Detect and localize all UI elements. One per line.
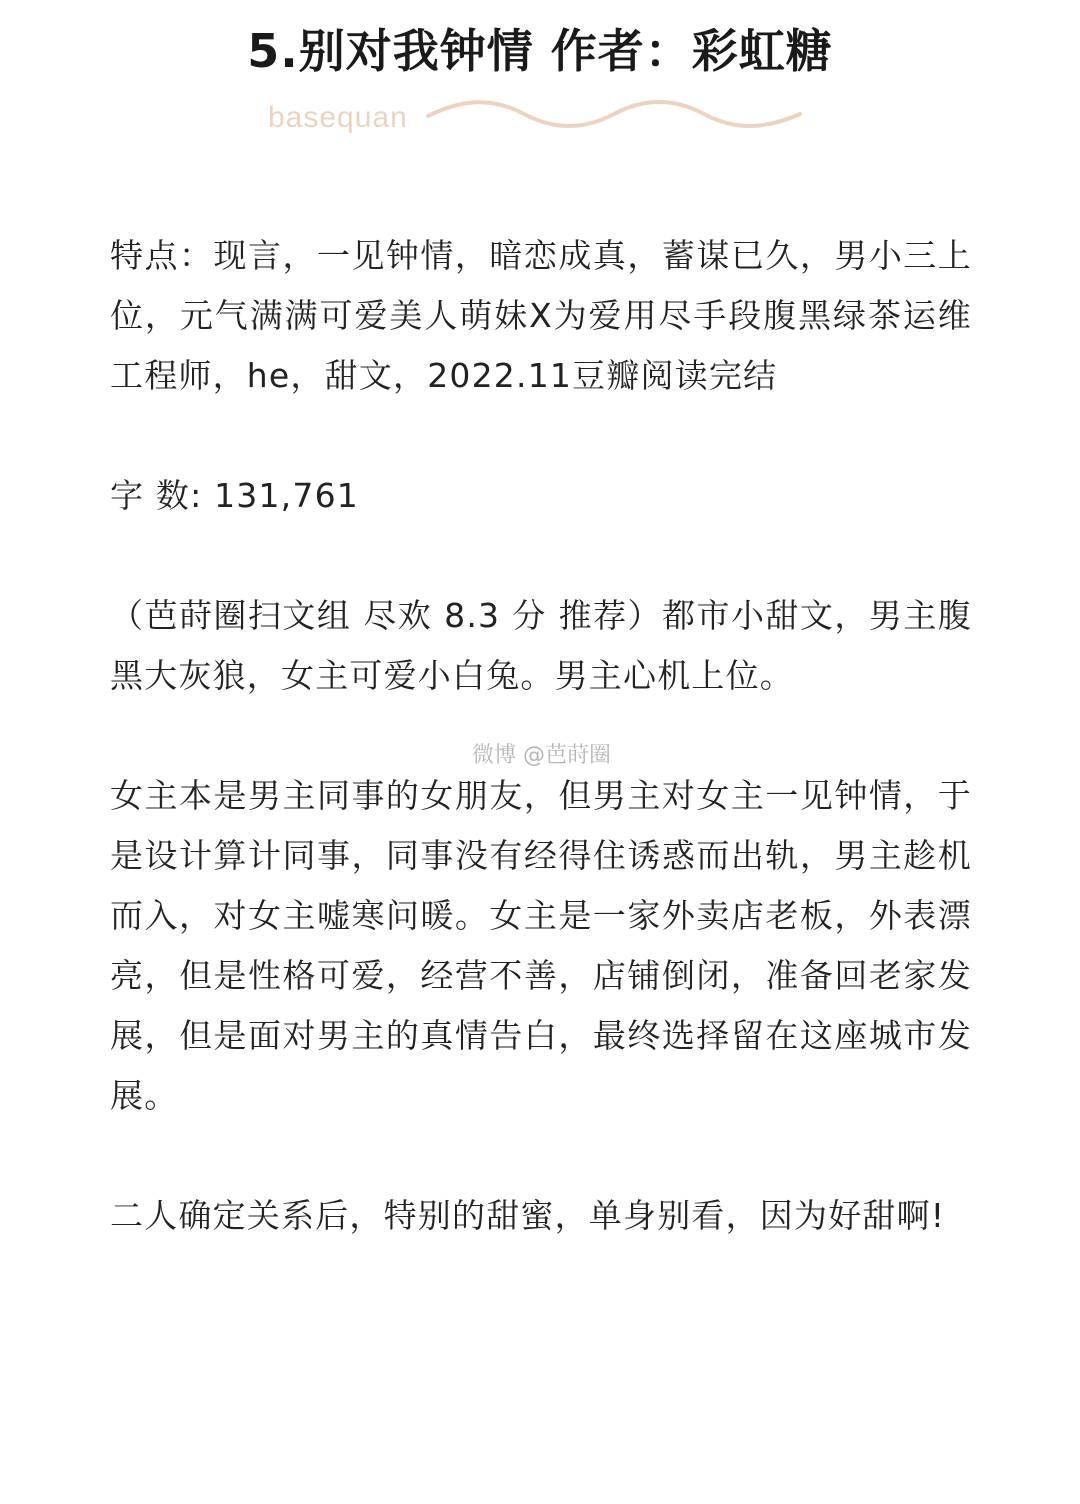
paragraph-closing: 二人确定关系后，特别的甜蜜，单身别看，因为好甜啊! [110, 1196, 946, 1235]
brand-label: basequan [268, 101, 408, 134]
page-title: 5.别对我钟情 作者：彩虹糖 [247, 24, 833, 78]
paragraph-recommendation: （芭莳圈扫文组 尽欢 8.3 分 推荐）都市小甜文，男主腹黑大灰狼，女主可爱小白兔。男主心机上位。 [110, 596, 972, 695]
paragraph-synopsis: 女主本是男主同事的女朋友，但男主对女主一见钟情，于是设计算计同事，同事没有经得住诱惑而出轨，男主趁机而入，对女主嘘寒问暖。女主是一家外卖店老板，外表漂亮，但是性格可爱，经营不善，店铺倒闭，准备回老家发展，但是面对男主的真情告白，最终选择留在这座城市发展。 [110, 776, 972, 1115]
article-body [110, 226, 972, 1246]
paragraph-word-count: 字 数: 131,761 [110, 476, 359, 515]
weibo-watermark: 微博 @芭莳圈 [472, 743, 611, 768]
wave-decoration-icon [424, 100, 804, 132]
paragraph-features: 特点：现言，一见钟情，暗恋成真，蓄谋已久，男小三上位，元气满满可爱美人萌妹X为爱用尽手段腹黑绿茶运维工程师，he，甜文，2022.11豆瓣阅读完结 [110, 236, 972, 395]
